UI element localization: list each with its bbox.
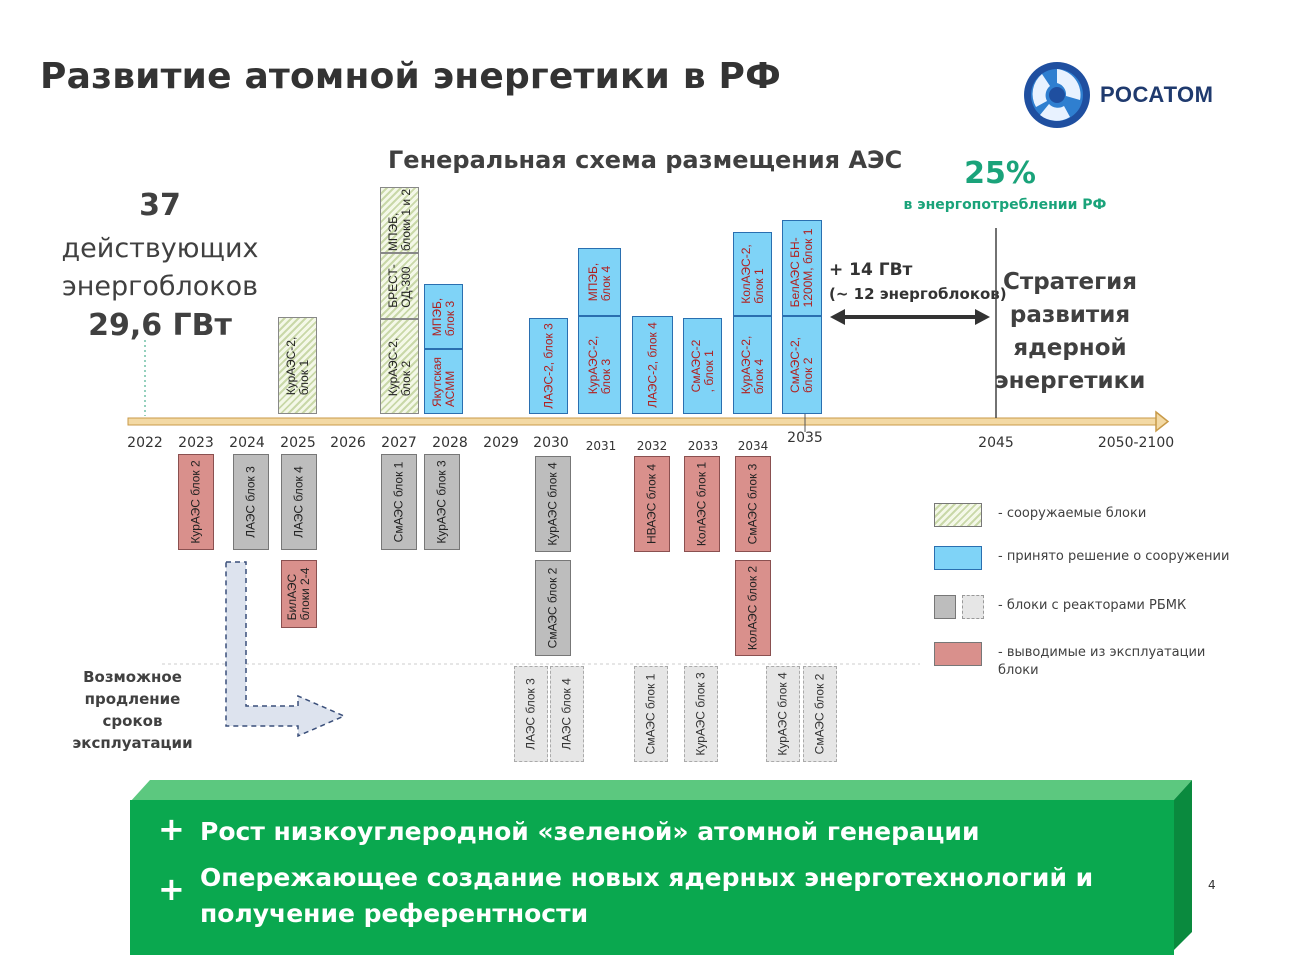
unit-block-label: КолАЭС-2, блок 1: [738, 244, 766, 304]
strategy-line4: энергетики: [995, 368, 1146, 394]
strategy-line2: развития: [1009, 302, 1131, 328]
extension-line1: Возможное: [83, 668, 182, 686]
unit-block-label: МПЭБ, блок 3: [429, 297, 457, 336]
unit-block-label: СмАЭС-2, блок 2: [788, 337, 815, 393]
unit-block: [281, 560, 317, 628]
unit-block-label: КурАЭС-2, блок 2: [385, 337, 413, 396]
year-label: 2032: [636, 439, 668, 453]
year-label: 2027: [381, 435, 417, 451]
extension-line2: продление: [84, 690, 181, 708]
energy-share-value: 25%: [964, 156, 1036, 191]
unit-block: [735, 560, 771, 656]
page-title: Развитие атомной энергетики в РФ: [40, 56, 782, 97]
year-label: 2022: [127, 435, 163, 451]
unit-block: [733, 316, 772, 414]
timeline-axis: [128, 418, 1158, 425]
year-label: 2023: [178, 435, 214, 451]
extended-unit-block: [634, 666, 668, 762]
legend-label: - сооружаемые блоки: [998, 506, 1147, 521]
unit-block-label: ЛАЭС блок 4: [559, 678, 574, 750]
unit-block: [424, 349, 463, 414]
unit-block: [634, 456, 670, 552]
unit-block: [381, 454, 417, 550]
unit-block: [684, 456, 720, 552]
addition-capacity: + 14 ГВт: [829, 260, 913, 280]
legend-swatch: [934, 642, 982, 666]
units-caption-line2: энергоблоков: [61, 271, 259, 302]
page-number: 4: [1208, 878, 1216, 892]
energy-share-caption: в энергопотреблении РФ: [903, 197, 1107, 213]
year-label: 2025: [280, 435, 316, 451]
bullet-2-text: Опережающее создание новых ядерных энерготехнологий и получение референтности: [200, 863, 1094, 928]
year-label: 2026: [330, 435, 366, 451]
legend-swatch: [934, 595, 956, 619]
extended-unit-block: [684, 666, 718, 762]
unit-block-label: Якутская АСММ: [429, 356, 457, 407]
unit-block-label: ЛАЭС-2, блок 3: [541, 323, 555, 409]
unit-block: [733, 232, 772, 316]
unit-block: [424, 284, 463, 349]
scheme-title: Генеральная схема размещения АЭС: [388, 146, 903, 174]
unit-block-label: ЛАЭС блок 3: [243, 466, 258, 538]
unit-block: [380, 187, 419, 253]
legend-label: - блоки с реакторами РБМК: [998, 598, 1187, 613]
unit-block: [782, 220, 822, 316]
strategy-line1: Стратегия: [1002, 269, 1138, 295]
unit-block: [782, 316, 822, 414]
legend-label: - выводимые из эксплуатации блоки: [998, 645, 1206, 678]
bullet-plus-icon: +: [158, 870, 185, 908]
extended-unit-block: [514, 666, 548, 762]
extended-unit-block: [766, 666, 800, 762]
units-number: 37: [139, 188, 181, 223]
double-arrow-right: [975, 309, 990, 325]
year-label: 2028: [432, 435, 468, 451]
unit-block: [424, 454, 460, 550]
unit-block-label: ЛАЭС блок 4: [291, 466, 306, 538]
unit-block-label: МПЭБ, блок 4: [585, 262, 613, 302]
unit-block: [178, 454, 214, 550]
unit-block-label: ЛАЭС-2, блок 4: [645, 322, 659, 408]
year-label: 2045: [978, 435, 1014, 451]
unit-block-label: НВАЭС блок 4: [644, 463, 659, 545]
unit-block-label: СмАЭС блок 1: [643, 673, 658, 755]
unit-block-label: КурАЭС блок 4: [545, 462, 560, 546]
unit-block-label: КурАЭС блок 3: [693, 672, 708, 756]
year-label: 2033: [687, 439, 719, 453]
strategy-line3: ядерной: [1013, 335, 1127, 361]
unit-block: [578, 316, 621, 414]
unit-block-label: КурАЭС-2, блок 4: [738, 335, 766, 395]
year-label: 2031: [585, 439, 617, 453]
year-label: 2034: [737, 439, 769, 453]
unit-block: [278, 317, 317, 414]
unit-block-label: БилАЭС блоки 2-4: [285, 567, 312, 621]
unit-block-label: МПЭБ, блоки 1 и 2: [385, 188, 413, 252]
unit-block-label: КурАЭС-2, блок 3: [585, 335, 613, 395]
unit-block-label: СмАЭС блок 2: [545, 567, 560, 649]
extended-unit-block: [803, 666, 837, 762]
year-label: 2050-2100: [1097, 435, 1175, 451]
double-arrow-left: [830, 309, 845, 325]
unit-block: [632, 316, 673, 414]
extended-unit-block: [550, 666, 584, 762]
unit-block: [380, 253, 419, 319]
unit-block-label: СмАЭС-2 , блок 1: [688, 339, 716, 393]
unit-block-label: КурАЭС блок 4: [775, 672, 790, 756]
bullet-plus-icon: +: [158, 810, 185, 848]
unit-block-label: БелАЭС БН- 1200М, блок 1: [788, 228, 815, 308]
current-capacity: 29,6 ГВт: [88, 308, 232, 343]
addition-units: (~ 12 энергоблоков): [829, 285, 1007, 303]
unit-block-label: КолАЭС блок 2: [745, 565, 760, 651]
year-label: 2030: [533, 435, 569, 451]
units-caption-line1: действующих: [61, 233, 259, 264]
legend-swatch: [934, 546, 982, 570]
extension-label: [70, 666, 195, 754]
year-label: 2029: [483, 435, 519, 451]
unit-block-label: КурАЭС блок 2: [188, 460, 203, 544]
unit-block: [535, 456, 571, 552]
unit-block-label: КурАЭС блок 3: [434, 460, 449, 544]
timeline-arrowhead: [1156, 412, 1168, 431]
unit-block: [529, 318, 568, 414]
unit-block-label: СмАЭС блок 3: [745, 463, 760, 545]
unit-block: [281, 454, 317, 550]
unit-block-label: КолАЭС блок 1: [694, 461, 709, 547]
extension-line4: эксплуатации: [72, 734, 193, 752]
unit-block: [578, 248, 621, 316]
unit-block-label: ЛАЭС блок 3: [523, 678, 538, 750]
unit-block-label: КурАЭС-2, блок 1: [283, 336, 311, 395]
legend-swatch-extended: [962, 595, 984, 619]
unit-block: [683, 318, 722, 414]
unit-block: [233, 454, 269, 550]
legend-label: - принято решение о сооружении: [998, 549, 1230, 564]
legend-swatch: [934, 503, 982, 527]
bullet-1-text: Рост низкоуглеродной «зеленой» атомной генерации: [200, 817, 980, 846]
extension-line3: сроков: [102, 712, 163, 730]
logo-text: РОСАТОМ: [1100, 82, 1214, 107]
unit-block: [380, 319, 419, 414]
year-label: 2035: [787, 430, 823, 446]
unit-block-label: БРЕСТ- ОД-300: [385, 264, 413, 308]
unit-block-label: СмАЭС блок 2: [812, 673, 827, 755]
unit-block: [535, 560, 571, 656]
unit-block-label: СмАЭС блок 1: [391, 461, 406, 543]
unit-block: [735, 456, 771, 552]
year-label: 2024: [229, 435, 265, 451]
